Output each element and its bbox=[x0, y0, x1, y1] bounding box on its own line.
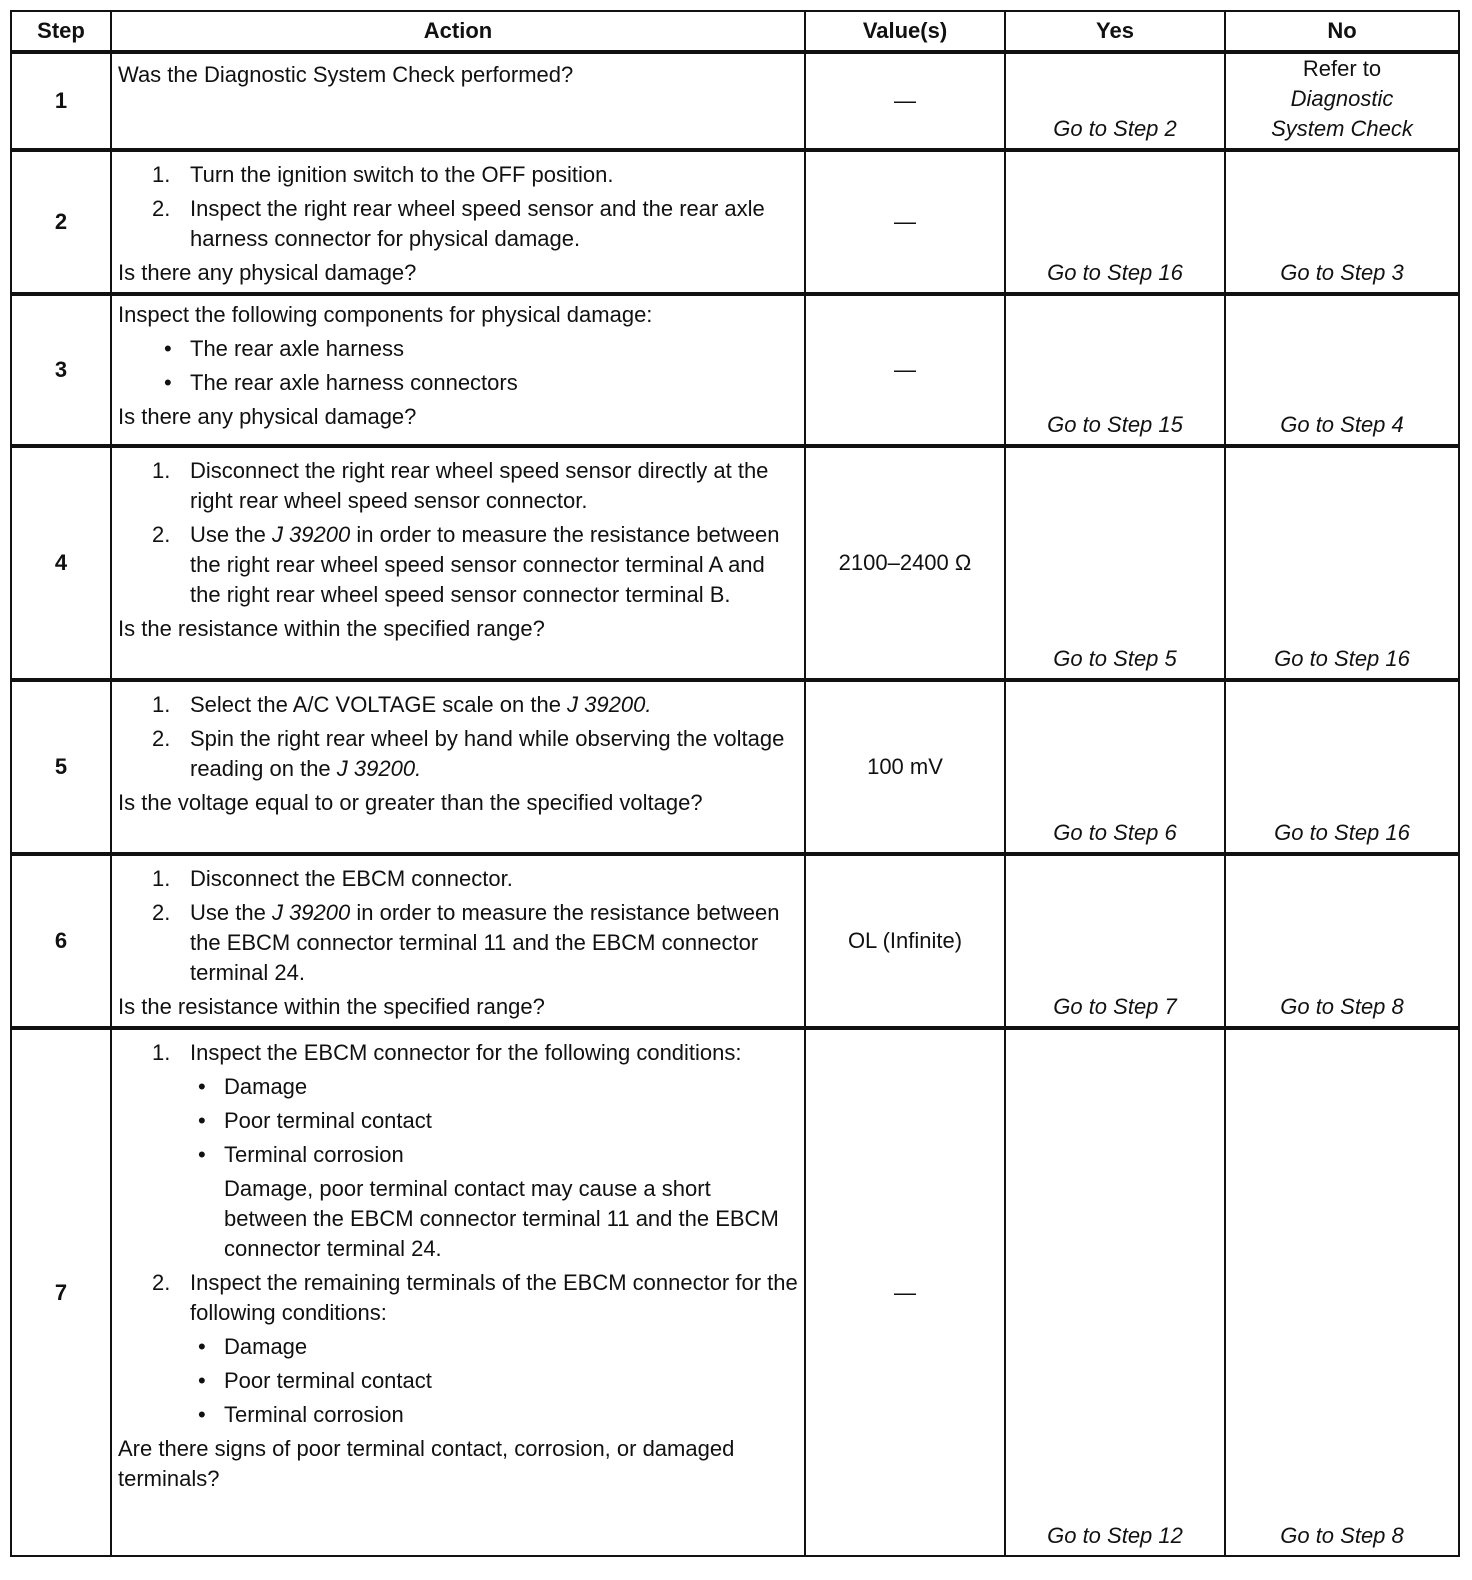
action-item: 2. Use the J 39200 in order to measure the resistance between the right rear wheel speed sensor connector terminal A and the right rear wheel speed sensor connector terminal B. bbox=[152, 522, 780, 607]
bullet-item: • Damage bbox=[198, 1074, 308, 1099]
bullet-item: • The rear axle harness connectors bbox=[164, 370, 518, 395]
header-no: No bbox=[1225, 11, 1459, 52]
table-row bbox=[11, 854, 1459, 1028]
tool-name: J 39200 bbox=[271, 522, 351, 547]
value-cell: 100 mV bbox=[805, 680, 1005, 854]
bullet-item: • Terminal corrosion bbox=[198, 1142, 404, 1167]
header-yes: Yes bbox=[1005, 11, 1225, 52]
action-item: 1. Disconnect the EBCM connector. bbox=[152, 866, 513, 891]
no-cell: Go to Step 3 bbox=[1225, 150, 1459, 294]
tool-name: J 39200 bbox=[271, 900, 351, 925]
table-row bbox=[11, 446, 1459, 680]
no-cell: Go to Step 4 bbox=[1225, 294, 1459, 446]
action-item: 2. Inspect the remaining terminals of the EBCM connector for the following conditions: • Damage • Poor terminal contact • Terminal corrosion bbox=[118, 1268, 798, 1430]
value-cell: — bbox=[805, 150, 1005, 294]
no-cell: Go to Step 8 bbox=[1225, 1028, 1459, 1556]
action-note: Damage, poor terminal contact may cause a short between the EBCM connector terminal 11 and the EBCM connector terminal 24. bbox=[224, 1176, 779, 1261]
action-question: Is there any physical damage? bbox=[118, 404, 417, 429]
action-item: 1. Inspect the EBCM connector for the following conditions: • Damage • Poor terminal contact • Terminal corrosion Damage, poor terminal contact may cause a short between the EBCM connector terminal 11 and the EBCM connector terminal 24. bbox=[118, 1038, 798, 1264]
bullet-item: • Poor terminal contact bbox=[198, 1368, 432, 1393]
step-number: 4 bbox=[11, 446, 111, 680]
action-item: 1. Turn the ignition switch to the OFF position. bbox=[152, 162, 614, 187]
yes-cell: Go to Step 15 bbox=[1005, 294, 1225, 446]
yes-cell: Go to Step 16 bbox=[1005, 150, 1225, 294]
no-cell bbox=[1225, 52, 1459, 150]
no-refer-link-line1: Diagnostic bbox=[1290, 86, 1394, 111]
no-cell: Go to Step 16 bbox=[1225, 680, 1459, 854]
step-number: 6 bbox=[11, 854, 111, 1028]
action-item: 1. Disconnect the right rear wheel speed sensor directly at the right rear wheel speed sensor connector. bbox=[152, 458, 769, 513]
action-question: Is the voltage equal to or greater than the specified voltage? bbox=[118, 790, 703, 815]
value-cell: — bbox=[805, 52, 1005, 150]
action-item: 1. Select the A/C VOLTAGE scale on the J 39200. bbox=[152, 692, 652, 717]
action-item: 2. Use the J 39200 in order to measure the resistance between the EBCM connector terminal 11 and the EBCM connector terminal 24. bbox=[152, 900, 780, 985]
action-cell bbox=[111, 854, 805, 1028]
table-row bbox=[11, 52, 1459, 150]
value-cell: OL (Infinite) bbox=[805, 854, 1005, 1028]
yes-cell: Go to Step 12 bbox=[1005, 1028, 1225, 1556]
no-refer-link-line2: System Check bbox=[1271, 116, 1413, 141]
value-cell: — bbox=[805, 1028, 1005, 1556]
step-number: 2 bbox=[11, 150, 111, 294]
action-item: 2. Inspect the right rear wheel speed sensor and the rear axle harness connector for physical damage. bbox=[152, 196, 765, 251]
value-cell: 2100–2400 Ω bbox=[805, 446, 1005, 680]
step-number: 1 bbox=[11, 52, 111, 150]
table-row bbox=[11, 1028, 1459, 1556]
action-cell bbox=[111, 1028, 805, 1556]
table-row bbox=[11, 294, 1459, 446]
action-cell bbox=[111, 52, 805, 150]
bullet-item: • Damage bbox=[198, 1334, 308, 1359]
step-number: 5 bbox=[11, 680, 111, 854]
header-row bbox=[11, 11, 1459, 52]
bullet-item: • Poor terminal contact bbox=[198, 1108, 432, 1133]
step-number: 3 bbox=[11, 294, 111, 446]
yes-cell: Go to Step 5 bbox=[1005, 446, 1225, 680]
no-refer-text: Refer to bbox=[1302, 56, 1382, 81]
header-step: Step bbox=[11, 11, 111, 52]
action-question: Are there signs of poor terminal contact, corrosion, or damaged terminals? bbox=[118, 1436, 735, 1491]
action-cell bbox=[111, 446, 805, 680]
table-row bbox=[11, 150, 1459, 294]
action-question: Was the Diagnostic System Check performed? bbox=[118, 62, 574, 87]
yes-cell: Go to Step 6 bbox=[1005, 680, 1225, 854]
yes-cell: Go to Step 2 bbox=[1005, 52, 1225, 150]
action-item: 2. Spin the right rear wheel by hand while observing the voltage reading on the J 39200. bbox=[152, 726, 785, 781]
header-action: Action bbox=[111, 11, 805, 52]
no-cell: Go to Step 16 bbox=[1225, 446, 1459, 680]
header-values: Value(s) bbox=[805, 11, 1005, 52]
bullet-item: • The rear axle harness bbox=[164, 336, 404, 361]
action-question: Is there any physical damage? bbox=[118, 260, 417, 285]
diagnostic-table-page bbox=[10, 10, 1458, 1557]
action-cell bbox=[111, 150, 805, 294]
tool-name: J 39200. bbox=[336, 756, 422, 781]
yes-cell: Go to Step 7 bbox=[1005, 854, 1225, 1028]
action-intro: Inspect the following components for physical damage: bbox=[118, 302, 653, 327]
table-row bbox=[11, 680, 1459, 854]
step-number: 7 bbox=[11, 1028, 111, 1556]
action-question: Is the resistance within the specified range? bbox=[118, 994, 545, 1019]
tool-name: J 39200. bbox=[567, 692, 652, 717]
action-cell bbox=[111, 294, 805, 446]
bullet-item: • Terminal corrosion bbox=[198, 1402, 404, 1427]
action-cell bbox=[111, 680, 805, 854]
action-question: Is the resistance within the specified range? bbox=[118, 616, 545, 641]
diagnostic-table bbox=[10, 10, 1460, 1557]
value-cell: — bbox=[805, 294, 1005, 446]
no-cell: Go to Step 8 bbox=[1225, 854, 1459, 1028]
